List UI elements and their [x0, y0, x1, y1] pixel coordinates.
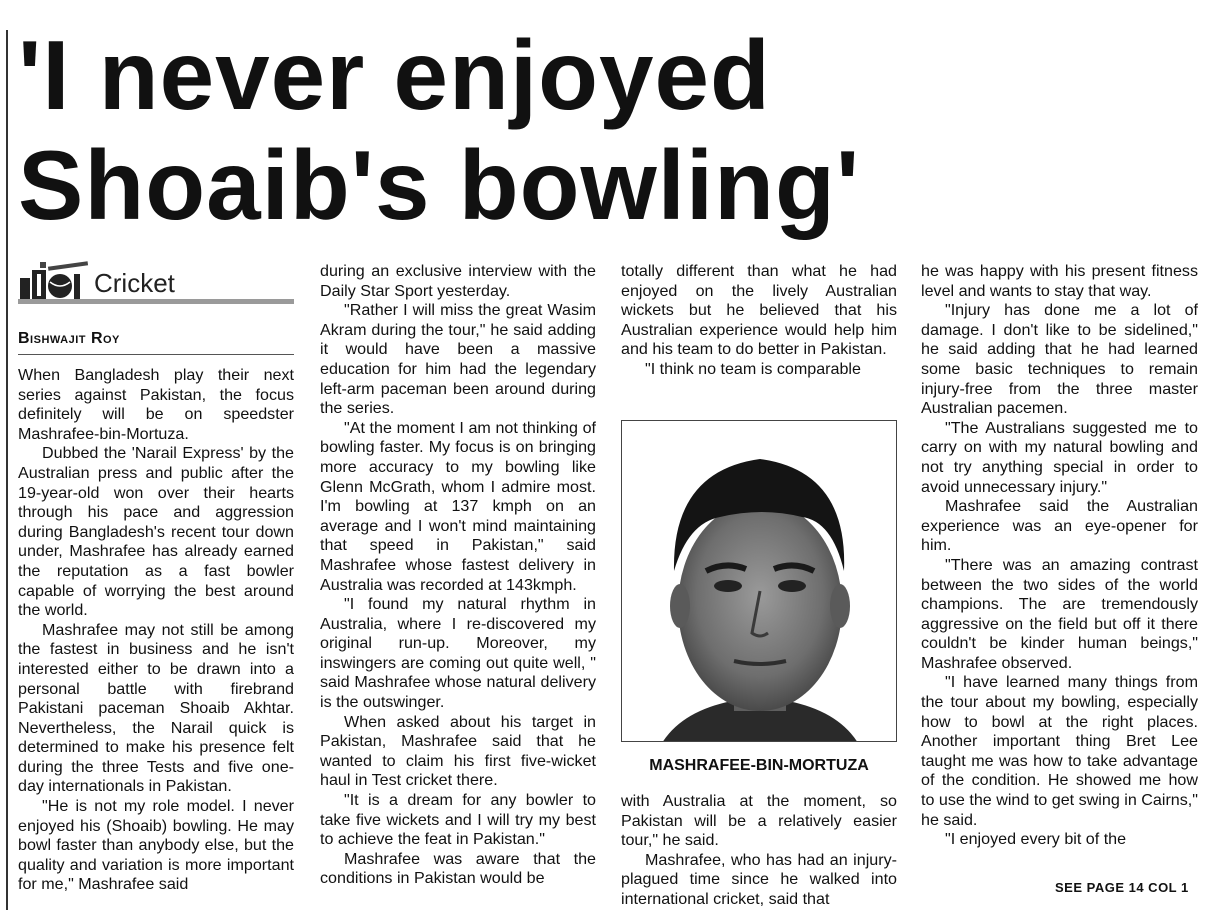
- paragraph: he was happy with his present fitness level and wants to stay that way.: [921, 262, 1198, 300]
- paragraph: Mashrafee said the Australian experience was an eye-opener for him.: [921, 497, 1198, 555]
- cricket-bat-ball-icon: [20, 260, 90, 300]
- article-column-4: [921, 262, 1198, 850]
- paragraph: with Australia at the moment, so Pakistan will be a relatively easier tour," he said.: [621, 792, 897, 850]
- paragraph: "There was an amazing contrast between the two sides of the world champions. The are tremendously aggressive on the field but off it there couldn't be kinder human beings," Mashrafee observed.: [921, 555, 1198, 672]
- paragraph: When asked about his target in Pakistan, Mashrafee said that he wanted to claim his first five-wicket haul in Test cricket there.: [320, 712, 596, 790]
- byline: Bishwajit Roy: [18, 330, 294, 355]
- article-column-2: [320, 262, 596, 889]
- paragraph: "Rather I will miss the great Wasim Akram during the tour," he said adding it would have been a massive education for him had the legendary left-arm paceman been around during the series.: [320, 301, 596, 418]
- player-photo: [621, 420, 897, 742]
- paragraph: "I have learned many things from the tour about my bowling, especially how to bowl at the right places. Another important thing Bret Lee taught me was how to take advantage of the condition. He showed me how to use the wind to get swing in Cairns," he said.: [921, 673, 1198, 829]
- paragraph: Dubbed the 'Narail Express' by the Australian press and public after the 19-year-old won over their hearts through his pace and aggression during Bangladesh's recent tour down under, Mashrafee has already earned the reputation as a fast bowler capable of worrying the best around the world.: [18, 444, 294, 620]
- player-portrait-photo: [622, 421, 897, 742]
- section-label: Cricket: [94, 268, 175, 298]
- headline-line-2: Shoaib's bowling': [18, 130, 861, 240]
- continued-jump-line[interactable]: SEE PAGE 14 COL 1: [1055, 880, 1189, 895]
- paragraph: "He is not my role model. I never enjoyed his (Shoaib) bowling. He may bowl faster than anybody else, but the quality and variation is more important for me," Mashrafee said: [18, 797, 294, 894]
- paragraph: Mashrafee may not still be among the fastest in business and he isn't interested either to be drawn into a personal battle with firebrand Pakistani paceman Shoaib Akhtar. Nevertheless, the Narail quick is determined to make his presence felt during the three Tests and five one-day internationals in Pakistan.: [18, 620, 294, 796]
- paragraph: "At the moment I am not thinking of bowling faster. My focus is on bringing more accuracy to my bowling like Glenn McGrath, whom I admire most. I'm bowling at 137 kmph on an average and I won't mind maintaining that speed in Pakistan," said Mashrafee whose fastest delivery in Australia was recorded at 143kmph.: [320, 418, 596, 594]
- paragraph: Mashrafee was aware that the conditions in Pakistan would be: [320, 849, 596, 888]
- paragraph: "I found my natural rhythm in Australia, where I re-discovered my original run-up. Moreover, my inswingers are coming out quite well, " said Mashrafee whose natural delivery is the outswinger.: [320, 595, 596, 712]
- left-column-rule: [6, 30, 8, 910]
- paragraph: "I enjoyed every bit of the: [945, 830, 1127, 849]
- paragraph: totally different than what he had enjoyed on the lively Australian wickets but he believed that his Australian experience would help him and his team to do better in Pakistan.: [621, 262, 897, 359]
- section-logo: [18, 258, 294, 306]
- article-column-3-bottom: [621, 792, 897, 910]
- paragraph: "The Australians suggested me to carry on with my natural bowling and not try anything special in order to avoid unnecessary injury.": [921, 418, 1198, 496]
- paragraph: "It is a dream for any bowler to take five wickets and I will try my best to achieve the feat in Pakistan.": [320, 791, 596, 849]
- paragraph: When Bangladesh play their next series against Pakistan, the focus definitely will be on speedster Mashrafee-bin-Mortuza.: [18, 366, 294, 443]
- paragraph: during an exclusive interview with the Daily Star Sport yesterday.: [320, 262, 596, 300]
- headline: [18, 20, 1208, 240]
- headline-line-1: 'I never enjoyed: [18, 20, 771, 130]
- paragraph: "Injury has done me a lot of damage. I don't like to be sidelined," he said adding that he had learned some basic techniques to remain injury-free from the three master Australian pacemen.: [921, 301, 1198, 418]
- section-underline: [18, 299, 294, 304]
- article-column-3-top: [621, 262, 897, 380]
- paragraph: "I think no team is comparable: [645, 359, 861, 378]
- photo-caption: MASHRAFEE-BIN-MORTUZA: [649, 757, 869, 774]
- paragraph: Mashrafee, who has had an injury-plagued time since he walked into international cricket, said that: [621, 850, 897, 908]
- article-column-1: [18, 366, 294, 895]
